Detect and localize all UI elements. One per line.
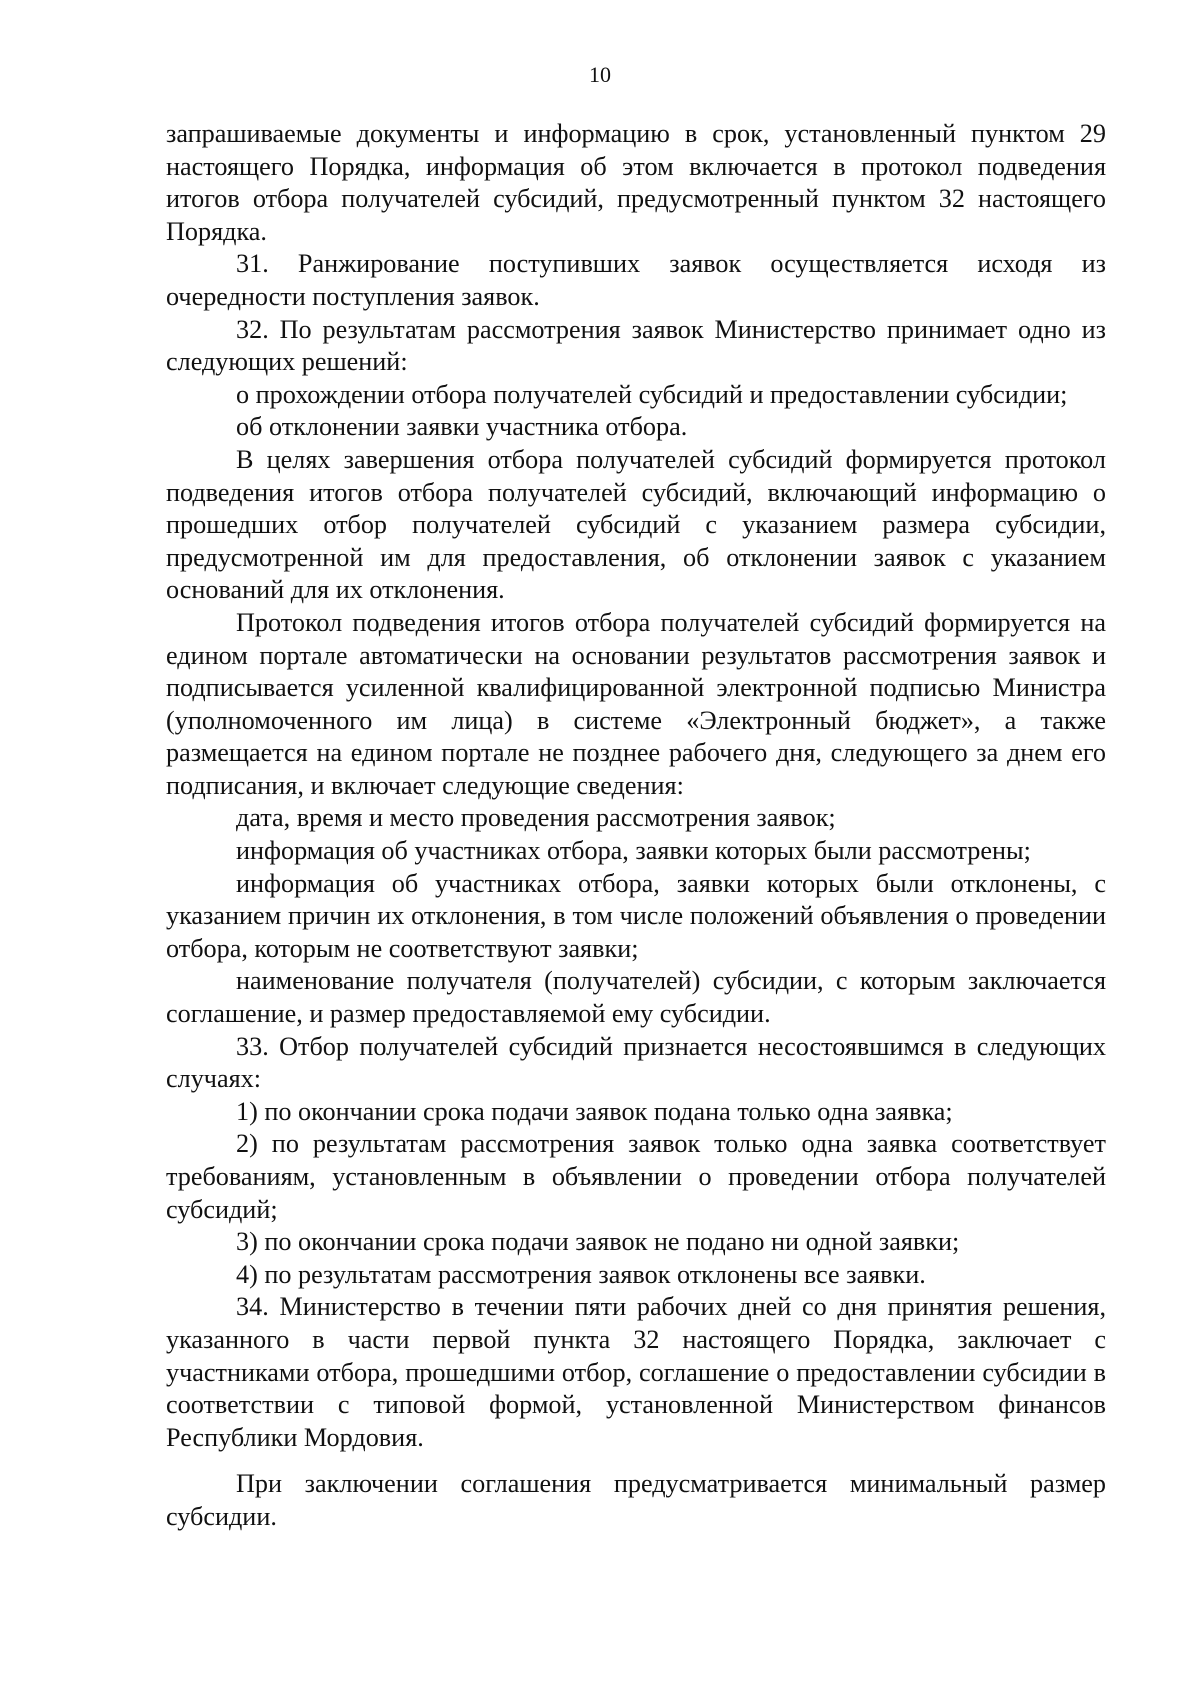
list-item-date-time-place: дата, время и место проведения рассмотрения заявок; (236, 803, 836, 833)
paragraph-32: 32. По результатам рассмотрения заявок Министерство принимает одно из следующих решений: (166, 314, 1106, 377)
list-item-reviewed-participants: информация об участниках отбора, заявки которых были рассмотрены; (236, 836, 1031, 866)
list-item-recipient-name: наименование получателя (получателей) субсидии, с которым заключается соглашение, и размер предоставляемой ему субсидии. (166, 966, 1106, 1029)
paragraph-continuation: запрашиваемые документы и информацию в срок, установленный пунктом 29 настоящего Порядка, информация об этом включается в протокол подведения итогов отбора получателей субсидий, предусмотренный пунктом 32 настоящего Порядка. (166, 119, 1106, 246)
paragraph-protocol-purpose: В целях завершения отбора получателей субсидий формируется протокол подведения итогов отбора получателей субсидий, включающий информацию о прошедших отбор получателей субсидий с указанием размера субсидии, предусмотренной им для предоставления, об отклонении заявок с указанием оснований для их отклонения. (166, 444, 1106, 605)
paragraph-34: 34. Министерство в течении пяти рабочих дней со дня принятия решения, указанного в части первой пункта 32 настоящего Порядка, заключает с участниками отбора, прошедшими отбор, соглашение о предоставлении субсидии в соответствии с типовой формой, установленной Министерством финансов Республики Мордовия. (166, 1292, 1106, 1452)
paragraph-31: 31. Ранжирование поступивших заявок осуществляется исходя из очередности поступления заявок. (166, 249, 1106, 311)
list-item-case-2: 2) по результатам рассмотрения заявок только одна заявка соответствует требованиям, установленным в объявлении о проведении отбора получателей субсидий; (166, 1129, 1106, 1224)
paragraph-33: 33. Отбор получателей субсидий признается несостоявшимся в следующих случаях: (166, 1031, 1106, 1094)
paragraph-protocol-formation: Протокол подведения итогов отбора получателей субсидий формируется на едином портале автоматически на основании результатов рассмотрения заявок и подписывается усиленной квалифицированной электронной подписью Министра (уполномоченного им лица) в системе «Электронный бюджет», а также размещается на едином портале не позднее рабочего дня, следующего за днем его подписания, и включает следующие сведения: (166, 607, 1106, 800)
list-item-case-1: 1) по окончании срока подачи заявок подана только одна заявка; (236, 1096, 953, 1126)
list-item-rejected-participants: информация об участниках отбора, заявки которых были отклонены, с указанием причин их отклонения, в том числе положений объявления о проведении отбора, которым не соответствуют заявки; (166, 868, 1106, 963)
paragraph-decision-approval: о прохождении отбора получателей субсидий и предоставлении субсидии; (236, 379, 1068, 409)
list-item-case-4: 4) по результатам рассмотрения заявок отклонены все заявки. (236, 1259, 926, 1289)
paragraph-decision-rejection: об отклонении заявки участника отбора. (236, 412, 688, 442)
document-body (166, 118, 1106, 1534)
page-number: 10 (589, 62, 611, 87)
paragraph-minimum-subsidy: При заключении соглашения предусматривается минимальный размер субсидии. (166, 1469, 1106, 1531)
list-item-case-3: 3) по окончании срока подачи заявок не подано ни одной заявки; (236, 1227, 960, 1257)
